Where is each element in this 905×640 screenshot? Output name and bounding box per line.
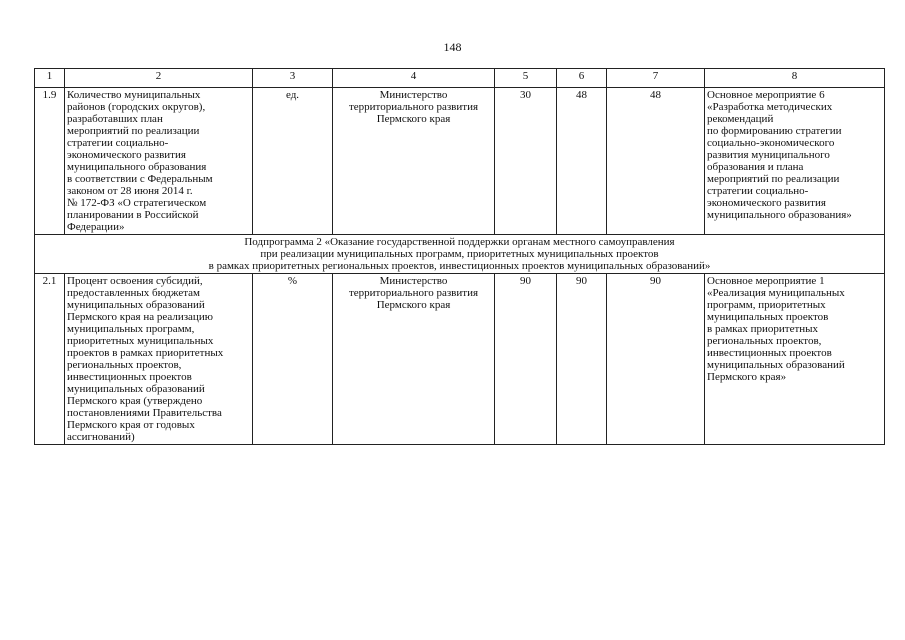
table-row [35, 274, 885, 445]
subprogram-row [35, 235, 885, 274]
page-number: 148 [443, 40, 462, 54]
value-col5: 90 [495, 274, 557, 445]
value-col7: 90 [607, 274, 705, 445]
column-header: 3 [253, 69, 333, 88]
column-header: 1 [35, 69, 65, 88]
main-measure: Основное мероприятие 1 «Реализация муниципальных программ, приоритетных муниципальных проектов в рамках приоритетных региональных проектов, инвестиционных проектов муниципальных образований Пермского края» [705, 274, 885, 445]
main-measure: Основное мероприятие 6 «Разработка методических рекомендаций по формированию стратегии социально-экономического развития муниципального образования и плана мероприятий по реализации стратегии социально- экономического развития муниципального образования» [705, 88, 885, 235]
value-col6: 90 [557, 274, 607, 445]
unit-of-measure: % [253, 274, 333, 445]
table-row [35, 88, 885, 235]
column-header: 4 [333, 69, 495, 88]
value-col7: 48 [607, 88, 705, 235]
column-header: 7 [607, 69, 705, 88]
value-col5: 30 [495, 88, 557, 235]
value-col6: 48 [557, 88, 607, 235]
column-header: 6 [557, 69, 607, 88]
row-number: 2.1 [35, 274, 65, 445]
unit-of-measure: ед. [253, 88, 333, 235]
column-header: 2 [65, 69, 253, 88]
column-header: 8 [705, 69, 885, 88]
column-number-row [35, 69, 885, 88]
indicator-name: Процент освоения субсидий, предоставленных бюджетам муниципальных образований Пермского края на реализацию муниципальных программ, приоритетных муниципальных проектов в рамках приоритетных региональных проектов, инвестиционных проектов муниципальных образований Пермского края (утверждено постановлениями Правительства Пермского края от годовых ассигнований) [65, 274, 253, 445]
column-header: 5 [495, 69, 557, 88]
executor: Министерство территориального развития Пермского края [333, 88, 495, 235]
executor: Министерство территориального развития Пермского края [333, 274, 495, 445]
subprogram-title: Подпрограмма 2 «Оказание государственной поддержки органам местного самоуправления при реализации муниципальных программ, приоритетных муниципальных проектов в рамках приоритетных региональных проектов, инвестиционных проектов муниципальных образований» [35, 235, 885, 274]
indicator-name: Количество муниципальных районов (городских округов), разработавших план мероприятий по реализации стратегии социально- экономического развития муниципального образования в соответствии с Федеральным законом от 28 июня 2014 г. № 172-ФЗ «О стратегическом планировании в Российской Федерации» [65, 88, 253, 235]
indicators-table [34, 68, 885, 445]
row-number: 1.9 [35, 88, 65, 235]
